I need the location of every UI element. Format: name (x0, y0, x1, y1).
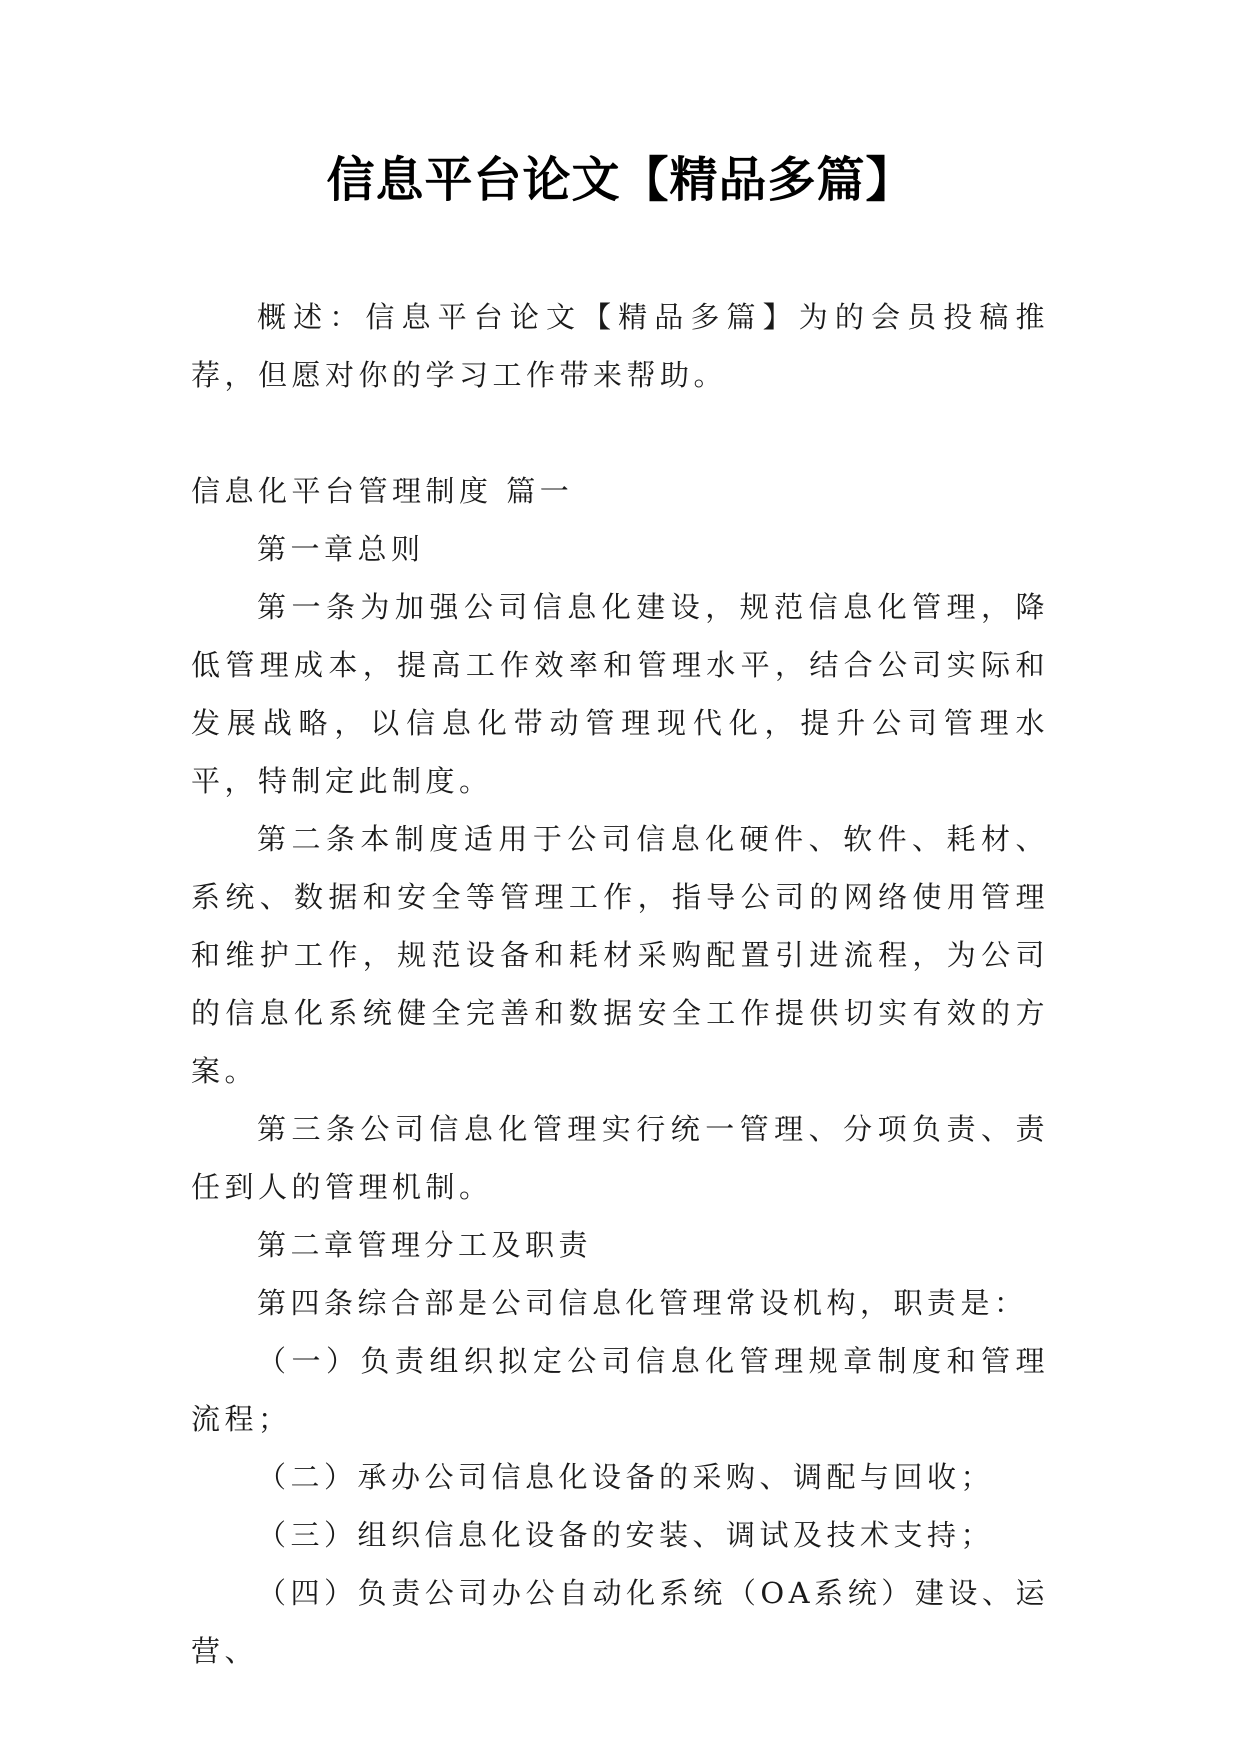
article-paragraph: 第三条公司信息化管理实行统一管理、分项负责、责任到人的管理机制。 (191, 1112, 1049, 1204)
list-item: （三）组织信息化设备的安装、调试及技术支持； (257, 1518, 995, 1552)
article-paragraph: 第四条综合部是公司信息化管理常设机构，职责是： (257, 1286, 1028, 1320)
chapter-heading: 第一章总则 (257, 532, 425, 566)
document-title: 信息平台论文【精品多篇】 (326, 152, 915, 208)
chapter-heading: 第二章管理分工及职责 (257, 1228, 593, 1262)
blank-line (191, 404, 1049, 462)
list-item: （一）负责组织拟定公司信息化管理规章制度和管理流程； (191, 1344, 1049, 1436)
document-body (191, 288, 1049, 1680)
list-item: （四）负责公司办公自动化系统（OA系统）建设、运营、 (191, 1576, 1049, 1668)
list-item: （二）承办公司信息化设备的采购、调配与回收； (257, 1460, 995, 1494)
summary-paragraph: 概述：信息平台论文【精品多篇】为的会员投稿推荐，但愿对你的学习工作带来帮助。 (191, 300, 1049, 392)
article-paragraph: 第二条本制度适用于公司信息化硬件、软件、耗材、系统、数据和安全等管理工作，指导公司的网络使用管理和维护工作，规范设备和耗材采购配置引进流程，为公司的信息化系统健全完善和数据安全工作提供切实有效的方案。 (191, 822, 1049, 1088)
section-heading: 信息化平台管理制度 篇一 (191, 474, 574, 508)
article-paragraph: 第一条为加强公司信息化建设，规范信息化管理，降低管理成本，提高工作效率和管理水平，结合公司实际和发展战略，以信息化带动管理现代化，提升公司管理水平，特制定此制度。 (191, 590, 1049, 798)
